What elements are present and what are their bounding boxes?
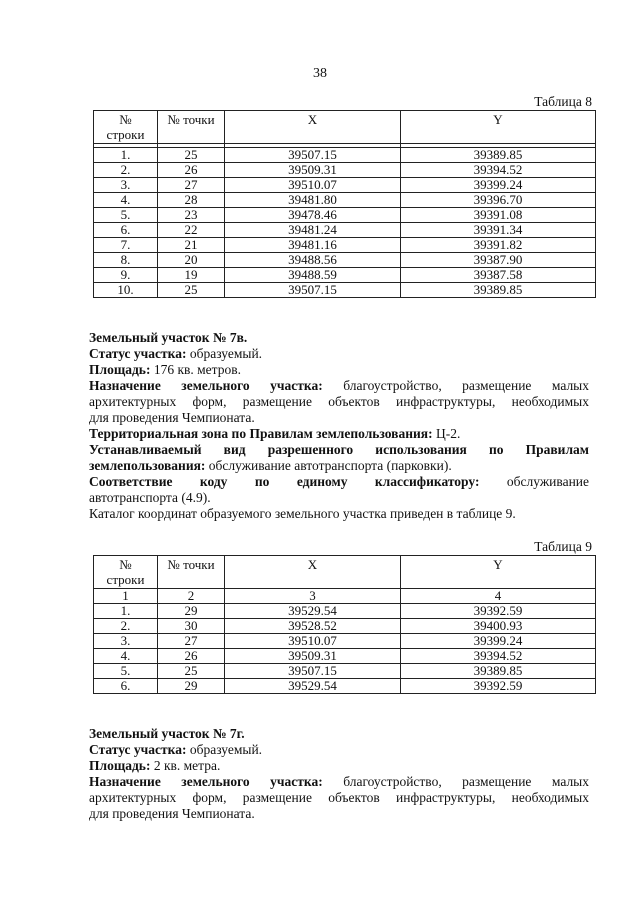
plot-7v-area-value: 176 кв. метров. <box>150 362 241 377</box>
x-cell: 39509.31 <box>225 163 401 178</box>
header-x: X <box>225 111 401 144</box>
table-row <box>94 253 596 268</box>
row-number-cell: 5. <box>94 208 158 223</box>
table-row <box>94 223 596 238</box>
plot-7g-purpose-value-3: для проведения Чемпионата. <box>89 806 255 821</box>
plot-7v-use-value: обслуживание автотранспорта (парковки). <box>205 458 452 473</box>
point-number-cell: 21 <box>158 238 225 253</box>
x-cell: 39529.54 <box>225 604 401 619</box>
x-cell: 39478.46 <box>225 208 401 223</box>
table-row <box>94 619 596 634</box>
plot-7v-purpose-value-1: благоустройство, размещение малых <box>343 378 590 393</box>
header-x: X <box>225 556 401 589</box>
point-number-cell: 19 <box>158 268 225 283</box>
page-number: 38 <box>313 66 327 81</box>
y-cell: 39394.52 <box>401 163 596 178</box>
table-9 <box>93 555 596 694</box>
x-cell: 39507.15 <box>225 148 401 163</box>
plot-7v-catalog-text: Каталог координат образуемого земельного участка приведен в таблице 9. <box>89 506 516 521</box>
point-number-cell: 20 <box>158 253 225 268</box>
plot-7v-purpose-label-1: Назначение <box>89 378 161 393</box>
header-row-number: № строки <box>94 556 158 589</box>
y-cell: 39389.85 <box>401 283 596 298</box>
point-number-cell: 25 <box>158 283 225 298</box>
row-number-cell: 2. <box>94 619 158 634</box>
y-cell: 39394.52 <box>401 649 596 664</box>
plot-7v-purpose-value-2: архитектурных форм, размещение объектов инфраструктуры, необходимых <box>89 394 589 409</box>
plot-7v-purpose-label-2: земельного <box>181 378 250 393</box>
row-number-cell: 10. <box>94 283 158 298</box>
x-cell: 39509.31 <box>225 649 401 664</box>
plot-7v-purpose-value-3: для проведения Чемпионата. <box>89 410 255 425</box>
table-row <box>94 178 596 193</box>
plot-7v-status-label: Статус участка: <box>89 346 187 361</box>
row-number-cell: 3. <box>94 178 158 193</box>
index-cell: 1 <box>94 589 158 604</box>
point-number-cell: 30 <box>158 619 225 634</box>
plot-7v-area-label: Площадь: <box>89 362 151 377</box>
point-number-cell: 25 <box>158 148 225 163</box>
point-number-cell: 27 <box>158 634 225 649</box>
y-cell: 39399.24 <box>401 634 596 649</box>
y-cell: 39391.08 <box>401 208 596 223</box>
y-cell: 39396.70 <box>401 193 596 208</box>
plot-7g-status-value: образуемый. <box>186 742 263 757</box>
plot-7v-status-value: образуемый. <box>186 346 263 361</box>
row-number-cell: 3. <box>94 634 158 649</box>
plot-7g-purpose-value-2: архитектурных форм, размещение объектов инфраструктуры, необходимых <box>89 790 589 805</box>
point-number-cell: 22 <box>158 223 225 238</box>
x-cell: 39481.80 <box>225 193 401 208</box>
point-number-cell: 25 <box>158 664 225 679</box>
plot-7g-purpose-label-2: земельного <box>181 774 250 789</box>
table-row <box>94 148 596 163</box>
y-cell: 39392.59 <box>401 604 596 619</box>
plot-7g-purpose-label-1: Назначение <box>89 774 161 789</box>
plot-7g-purpose-value-1: благоустройство, размещение малых <box>343 774 590 789</box>
table-row <box>94 649 596 664</box>
table-8-caption: Таблица 8 <box>534 94 592 109</box>
plot-7v-section <box>89 330 589 522</box>
index-cell: 3 <box>225 589 401 604</box>
table-row <box>94 268 596 283</box>
plot-7v-purpose-label-3: участка: <box>270 378 323 393</box>
plot-7g-purpose-label-3: участка: <box>270 774 323 789</box>
plot-7g-area-label: Площадь: <box>89 758 151 773</box>
row-number-cell: 5. <box>94 664 158 679</box>
plot-7v-title: Земельный участок № 7в. <box>89 330 248 345</box>
point-number-cell: 26 <box>158 649 225 664</box>
point-number-cell: 27 <box>158 178 225 193</box>
y-cell: 39392.59 <box>401 679 596 694</box>
plot-7g-section <box>89 726 589 822</box>
table-8 <box>93 110 596 298</box>
x-cell: 39510.07 <box>225 634 401 649</box>
header-y: Y <box>401 111 596 144</box>
point-number-cell: 28 <box>158 193 225 208</box>
point-number-cell: 26 <box>158 163 225 178</box>
header-y: Y <box>401 556 596 589</box>
row-number-cell: 2. <box>94 163 158 178</box>
y-cell: 39389.85 <box>401 664 596 679</box>
y-cell: 39391.34 <box>401 223 596 238</box>
table-row <box>94 208 596 223</box>
y-cell: 39387.58 <box>401 268 596 283</box>
point-number-cell: 23 <box>158 208 225 223</box>
header-row-number: № строки <box>94 111 158 144</box>
index-cell: 4 <box>401 589 596 604</box>
row-number-cell: 4. <box>94 649 158 664</box>
plot-7v-code-label: Соответствие коду по единому классификатору: <box>89 474 480 489</box>
plot-7v-code-value-1: обслуживание <box>506 474 590 489</box>
plot-7g-area-value: 2 кв. метра. <box>150 758 221 773</box>
x-cell: 39481.16 <box>225 238 401 253</box>
plot-7v-use-label-2: землепользования: <box>89 458 206 473</box>
y-cell: 39389.85 <box>401 148 596 163</box>
plot-7g-title: Земельный участок № 7г. <box>89 726 245 741</box>
x-cell: 39488.59 <box>225 268 401 283</box>
x-cell: 39507.15 <box>225 664 401 679</box>
row-number-cell: 1. <box>94 604 158 619</box>
table-row <box>94 163 596 178</box>
row-number-cell: 1. <box>94 148 158 163</box>
plot-7v-use-label-1: Устанавливаемый вид разрешенного использования по Правилам <box>89 442 589 457</box>
x-cell: 39488.56 <box>225 253 401 268</box>
header-point-number: № точки <box>158 111 225 144</box>
plot-7v-zone-value: Ц-2. <box>432 426 461 441</box>
table-index-row <box>94 589 596 604</box>
table-row <box>94 193 596 208</box>
row-number-cell: 9. <box>94 268 158 283</box>
y-cell: 39387.90 <box>401 253 596 268</box>
table-row <box>94 283 596 298</box>
row-number-cell: 6. <box>94 679 158 694</box>
plot-7g-status-label: Статус участка: <box>89 742 187 757</box>
y-cell: 39399.24 <box>401 178 596 193</box>
table-row <box>94 679 596 694</box>
y-cell: 39400.93 <box>401 619 596 634</box>
row-number-cell: 4. <box>94 193 158 208</box>
table-row <box>94 634 596 649</box>
point-number-cell: 29 <box>158 604 225 619</box>
index-cell: 2 <box>158 589 225 604</box>
plot-7v-code-value-2: автотранспорта (4.9). <box>89 490 211 505</box>
x-cell: 39529.54 <box>225 679 401 694</box>
header-point-number: № точки <box>158 556 225 589</box>
x-cell: 39528.52 <box>225 619 401 634</box>
plot-7v-zone-label: Территориальная зона по Правилам землепользования: <box>89 426 433 441</box>
table-9-caption: Таблица 9 <box>534 539 592 554</box>
point-number-cell: 29 <box>158 679 225 694</box>
table-row <box>94 664 596 679</box>
table-row <box>94 604 596 619</box>
table-row <box>94 238 596 253</box>
row-number-cell: 7. <box>94 238 158 253</box>
x-cell: 39510.07 <box>225 178 401 193</box>
row-number-cell: 8. <box>94 253 158 268</box>
y-cell: 39391.82 <box>401 238 596 253</box>
row-number-cell: 6. <box>94 223 158 238</box>
x-cell: 39481.24 <box>225 223 401 238</box>
x-cell: 39507.15 <box>225 283 401 298</box>
